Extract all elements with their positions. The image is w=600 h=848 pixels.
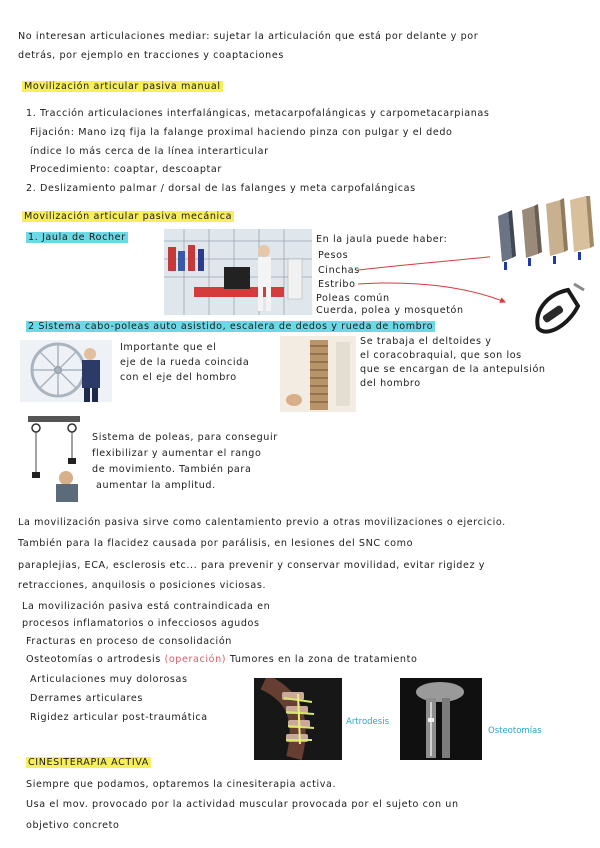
osteotomias-xray: [400, 678, 482, 760]
pesos-image: [490, 196, 596, 276]
pasiva-line-3: paraplejias, ECA, esclerosis etc... para prevenir y conservar movilidad, evitar rigidez y: [18, 560, 486, 571]
pasiva-line-1: La movilización pasiva sirve como calentamiento previo a otras movilizaciones o ejercicio.: [18, 517, 506, 528]
osteotomias-label: Osteotomías: [488, 726, 542, 736]
jaula-rocher-photo: [164, 229, 312, 315]
poleas-text-3: de movimiento. También para: [92, 464, 252, 475]
artrodesis-xray: [254, 678, 342, 760]
contra-osteo: Osteotomías o artrodesis (operación) Tumores en la zona de tratamiento: [26, 654, 418, 665]
jaula-item-cinchas: Cinchas: [318, 265, 360, 276]
escalera-text-3: que se encargan de la antepulsión: [360, 364, 546, 375]
escalera-text-2: el coracobraquial, que son los: [360, 350, 522, 361]
jaula-item-estribo: Estribo: [318, 279, 356, 290]
estribo-handle-image: [528, 280, 590, 340]
contraindicada-title: La movilización pasiva está contraindicada en: [22, 601, 271, 612]
escalera-text-4: del hombro: [360, 378, 421, 389]
manual-item-2: 2. Deslizamiento palmar / dorsal de las falanges y meta carpofalángicas: [26, 183, 416, 194]
jaula-item-cuerda: Cuerda, polea y mosquetón: [316, 305, 464, 316]
pasiva-line-2: También para la flacidez causada por parálisis, en lesiones del SNC como: [18, 538, 414, 549]
contra-item-2: Fracturas en proceso de consolidación: [26, 636, 232, 647]
poleas-text-2: flexibilizar y aumentar el rango: [92, 448, 262, 459]
manual-item-1: 1. Tracción articulaciones interfalángicas, metacarpofalángicas y carpometacarpianas: [26, 108, 490, 119]
section-manual-title: Movilización articular pasiva manual: [24, 81, 221, 92]
contra-dolorosas: Articulaciones muy dolorosas: [30, 674, 188, 685]
section-mecanica-title: Movilización articular pasiva mecánica: [24, 211, 233, 222]
contra-item-4: Rigidez articular post-traumática: [30, 712, 208, 723]
intro-line-1: No interesan articulaciones mediar: sujetar la articulación que está por delante y por: [18, 31, 479, 42]
poleas-text-4: aumentar la amplitud.: [96, 480, 216, 491]
escalera-dedos-photo: [280, 336, 356, 412]
rueda-text-3: con el eje del hombro: [120, 372, 237, 383]
escalera-text-1: Se trabaja el deltoides y: [360, 336, 492, 347]
artrodesis-label: Artrodesis: [346, 717, 389, 727]
red-arrows: [350, 250, 510, 310]
jaula-item-pesos: Pesos: [318, 250, 349, 261]
sistema-label: 2 Sistema cabo-poleas auto asistido, escalera de dedos y rueda de hombro: [28, 321, 434, 332]
rueda-text-2: eje de la rueda coincida: [120, 357, 250, 368]
fijacion-line-1: Fijación: Mano izq fija la falange proximal haciendo pinza con pulgar y el dedo: [30, 127, 453, 138]
jaula-label: 1. Jaula de Rocher: [28, 232, 126, 243]
procedimiento: Procedimiento: coaptar, descoaptar: [30, 164, 222, 175]
contra-item-3: Derrames articulares: [30, 693, 143, 704]
rueda-hombro-photo: [20, 340, 112, 402]
poleas-photo: [22, 414, 86, 502]
activa-line-2: Usa el mov. provocado por la actividad muscular provocada por el sujeto con un: [26, 799, 459, 810]
intro-line-2: detrás, por ejemplo en tracciones y coaptaciones: [18, 50, 284, 61]
poleas-text-1: Sistema de poleas, para conseguir: [92, 432, 278, 443]
section-activa-title: CINESITERAPIA ACTIVA: [28, 757, 149, 768]
pasiva-line-4: retracciones, anquilosis o posiciones viciosas.: [18, 580, 267, 591]
fijacion-line-2: índice lo más cerca de la línea interarticular: [30, 146, 269, 157]
contra-item-1: procesos inflamatorios o infecciosos agudos: [22, 618, 260, 629]
activa-line-3: objetivo concreto: [26, 820, 120, 831]
activa-line-1: Siempre que podamos, optaremos la cinesiterapia activa.: [26, 779, 337, 790]
rueda-text-1: Importante que el: [120, 342, 217, 353]
jaula-intro: En la jaula puede haber:: [316, 234, 448, 245]
jaula-item-poleas: Poleas común: [316, 293, 390, 304]
